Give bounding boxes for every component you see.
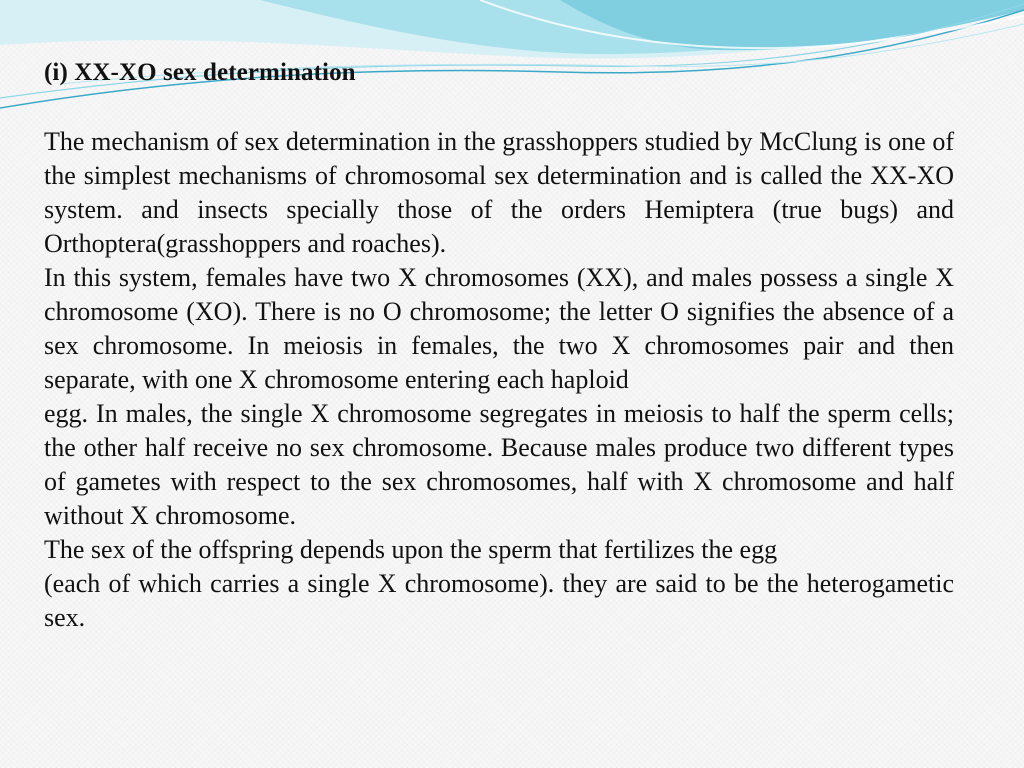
body-paragraph-offspring: The sex of the offspring depends upon the sperm that fertilizes the egg: [44, 535, 778, 564]
body-paragraph-system: In this system, females have two X chromosomes (XX), and males possess a single X chromosome (XO). There is no O chromosome; the letter O signifies the absence of a sex chromosome. In meiosis in females, the two X chromosomes pair and then separate, with one X chromosome entering each haploid: [44, 263, 954, 394]
body-paragraph-meiosis: egg. In males, the single X chromosome segregates in meiosis to half the sperm cells; the other half receive no sex chromosome. Because males produce two different types of gametes with respect to the sex chromosomes, half with X chromosome and half without X chromosome.: [44, 399, 954, 530]
slide-title: (i) XX-XO sex determination: [44, 59, 356, 86]
body-paragraph-intro: The mechanism of sex determination in the grasshoppers studied by McClung is one of the simplest mechanisms of chromosomal sex determination and is called the XX-XO system. and insects specially those of the orders Hemiptera (true bugs) and Orthoptera(grasshoppers and roaches).: [44, 127, 954, 258]
body-paragraph-heterogametic: (each of which carries a single X chromosome). they are said to be the heterogametic sex.: [44, 569, 954, 632]
slide-body: [44, 125, 954, 635]
